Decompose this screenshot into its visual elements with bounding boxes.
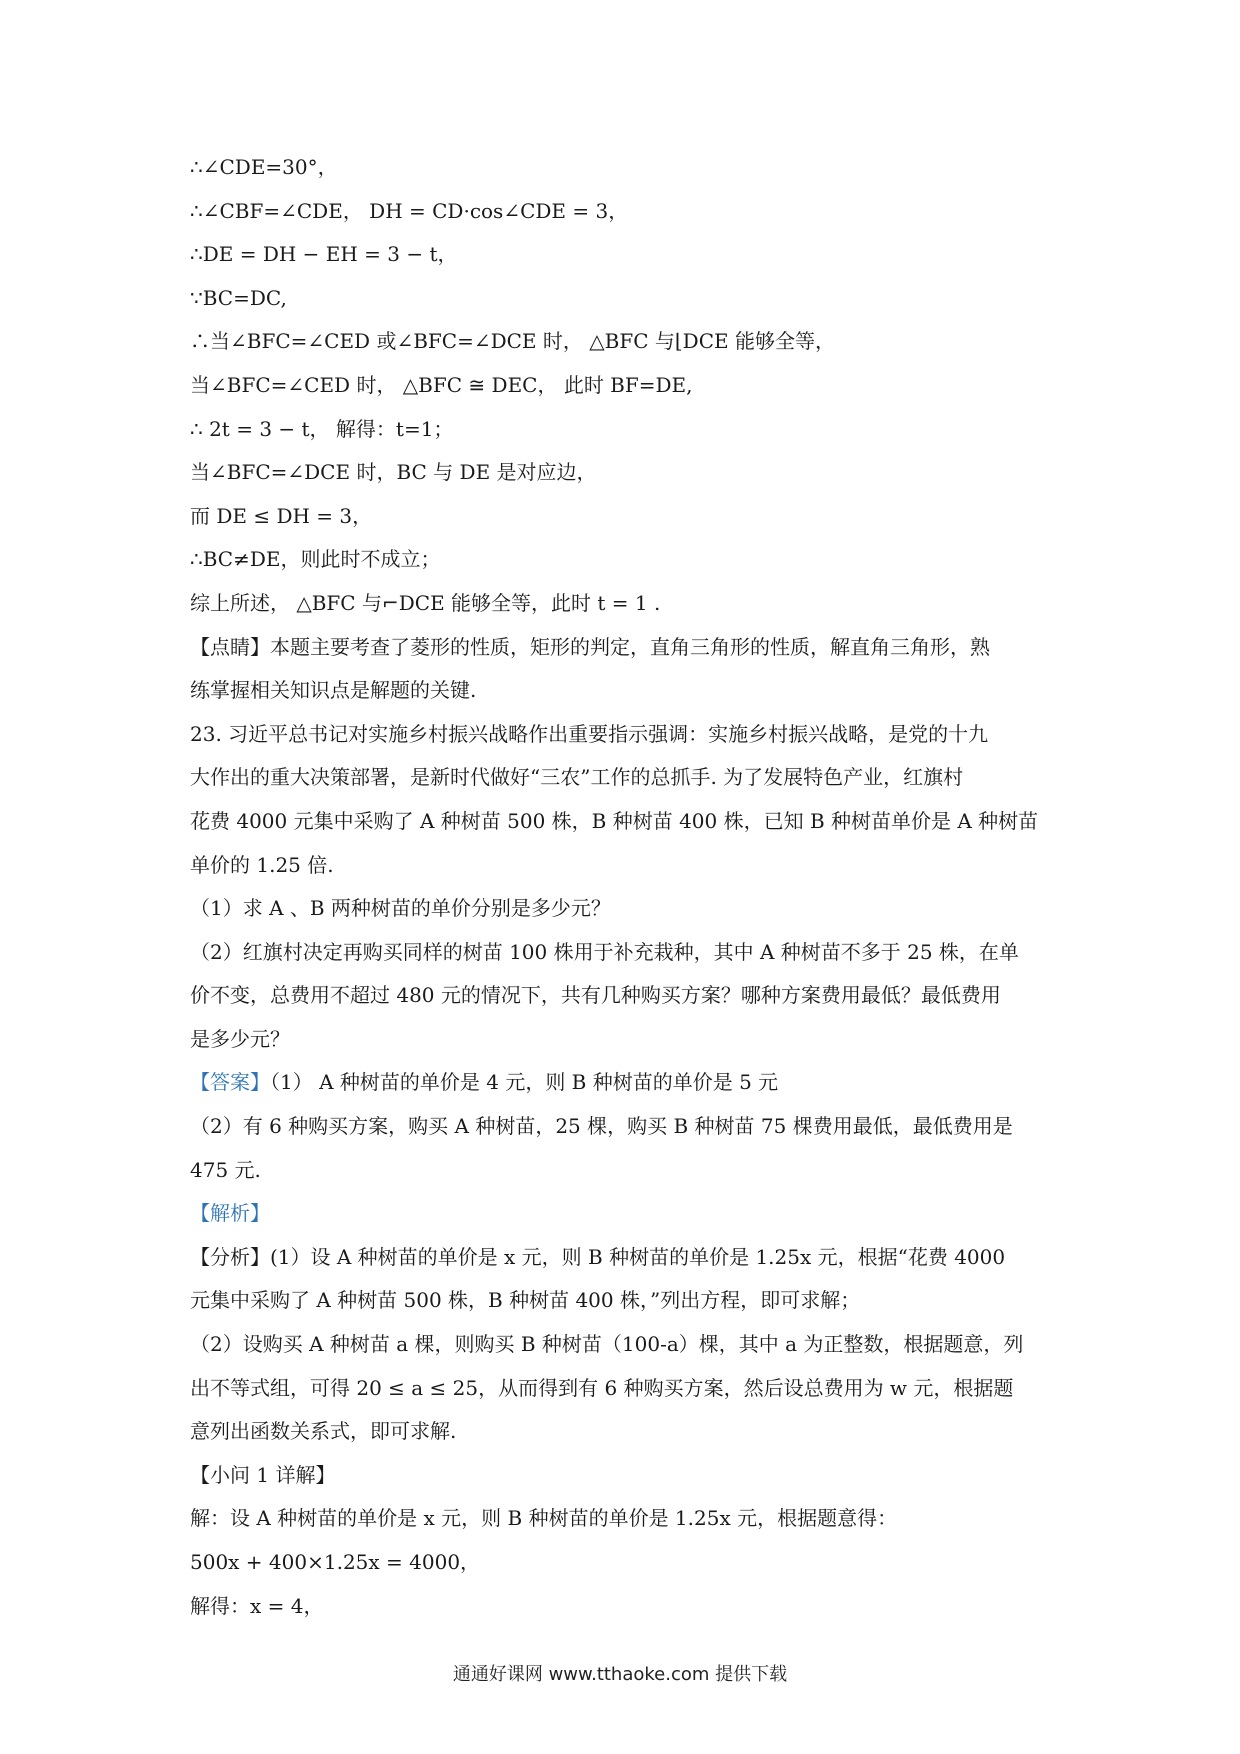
question-part-2: 价不变，总费用不超过 480 元的情况下，共有几种购买方案？哪种方案费用最低？最低费用 — [190, 983, 1001, 1008]
dianjing-line: 练掌握相关知识点是解题的关键. — [190, 678, 477, 703]
text-line: ∵BC=DC, — [190, 285, 287, 310]
question-23-line: 花费 4000 元集中采购了 A 种树苗 500 株，B 种树苗 400 株，已知 B 种树苗单价是 A 种树苗 — [190, 808, 1039, 833]
solution-line: 解：设 A 种树苗的单价是 x 元，则 B 种树苗的单价是 1.25x 元，根据题意得： — [190, 1506, 898, 1531]
question-part-2: （2）红旗村决定再购买同样的树苗 100 株用于补充栽种，其中 A 种树苗不多于 25 株，在单 — [190, 939, 1019, 964]
analysis-line: 【分析】(1）设 A 种树苗的单价是 x 元，则 B 种树苗的单价是 1.25x 元，根据“花费 4000 — [190, 1244, 1006, 1269]
question-23-line: 大作出的重大决策部署，是新时代做好“三农”工作的总抓手. 为了发展特色产业，红旗村 — [190, 765, 964, 790]
analysis-tag: 【解析】 — [190, 1201, 270, 1226]
answer-part-2-cont: 475 元. — [190, 1157, 261, 1182]
text-line: ∴∠CBF=∠CDE， DH = CD·cos∠CDE = 3， — [190, 198, 629, 223]
text-line: ∴BC≠DE，则此时不成立； — [190, 547, 441, 572]
question-23-line: 23. 习近平总书记对实施乡村振兴战略作出重要指示强调：实施乡村振兴战略，是党的十九 — [190, 721, 989, 746]
text-line: 当∠BFC=∠DCE 时，BC 与 DE 是对应边， — [190, 460, 597, 485]
answer-part-2: （2）有 6 种购买方案，购买 A 种树苗，25 棵，购买 B 种树苗 75 棵费用最低，最低费用是 — [190, 1114, 1013, 1139]
text-line: ∴当∠BFC=∠CED 或∠BFC=∠DCE 时， △BFC 与⌊DCE 能够全等， — [190, 329, 835, 354]
analysis-line: 出不等式组，可得 20 ≤ a ≤ 25，从而得到有 6 种购买方案，然后设总费用为 w 元，根据题 — [190, 1375, 1014, 1400]
question-23-line: 单价的 1.25 倍. — [190, 852, 334, 877]
question-part-1: （1）求 A 、B 两种树苗的单价分别是多少元？ — [190, 896, 611, 921]
analysis-line: 意列出函数关系式，即可求解. — [190, 1419, 457, 1444]
answer-line-1 — [190, 1061, 1070, 1105]
text-line: 而 DE ≤ DH = 3， — [190, 503, 373, 528]
text-line: 综上所述， △BFC 与⌐DCE 能够全等，此时 t = 1 . — [190, 590, 661, 615]
answer-part-1: （1） A 种树苗的单价是 4 元，则 B 种树苗的单价是 5 元 — [270, 1070, 779, 1095]
text-line: 当∠BFC=∠CED 时， △BFC ≅ DEC， 此时 BF=DE, — [190, 372, 693, 397]
document-body — [190, 146, 1070, 1628]
page-footer: 通通好课网 www.tthaoke.com 提供下载 — [452, 1664, 788, 1685]
analysis-line: 元集中采购了 A 种树苗 500 株，B 种树苗 400 株，”列出方程，即可求解； — [190, 1288, 861, 1313]
text-line: ∴∠CDE=30°， — [190, 155, 338, 179]
answer-tag: 【答案】 — [190, 1070, 270, 1095]
question-part-2: 是多少元？ — [190, 1026, 290, 1051]
solution-line: 解得：x = 4， — [190, 1593, 324, 1618]
dianjing-line: 【点睛】本题主要考查了菱形的性质，矩形的判定，直角三角形的性质，解直角三角形，熟 — [190, 634, 990, 659]
equation-line: 500x + 400×1.25x = 4000， — [190, 1550, 481, 1574]
text-line: ∴ 2t = 3 − t， 解得：t=1； — [190, 416, 454, 441]
analysis-line: （2）设购买 A 种树苗 a 棵，则购买 B 种树苗（100-a）棵，其中 a 为正整数，根据题意，列 — [190, 1332, 1024, 1357]
text-line: ∴DE = DH − EH = 3 − t， — [190, 242, 458, 267]
sub-question-1-heading: 【小问 1 详解】 — [190, 1462, 336, 1487]
